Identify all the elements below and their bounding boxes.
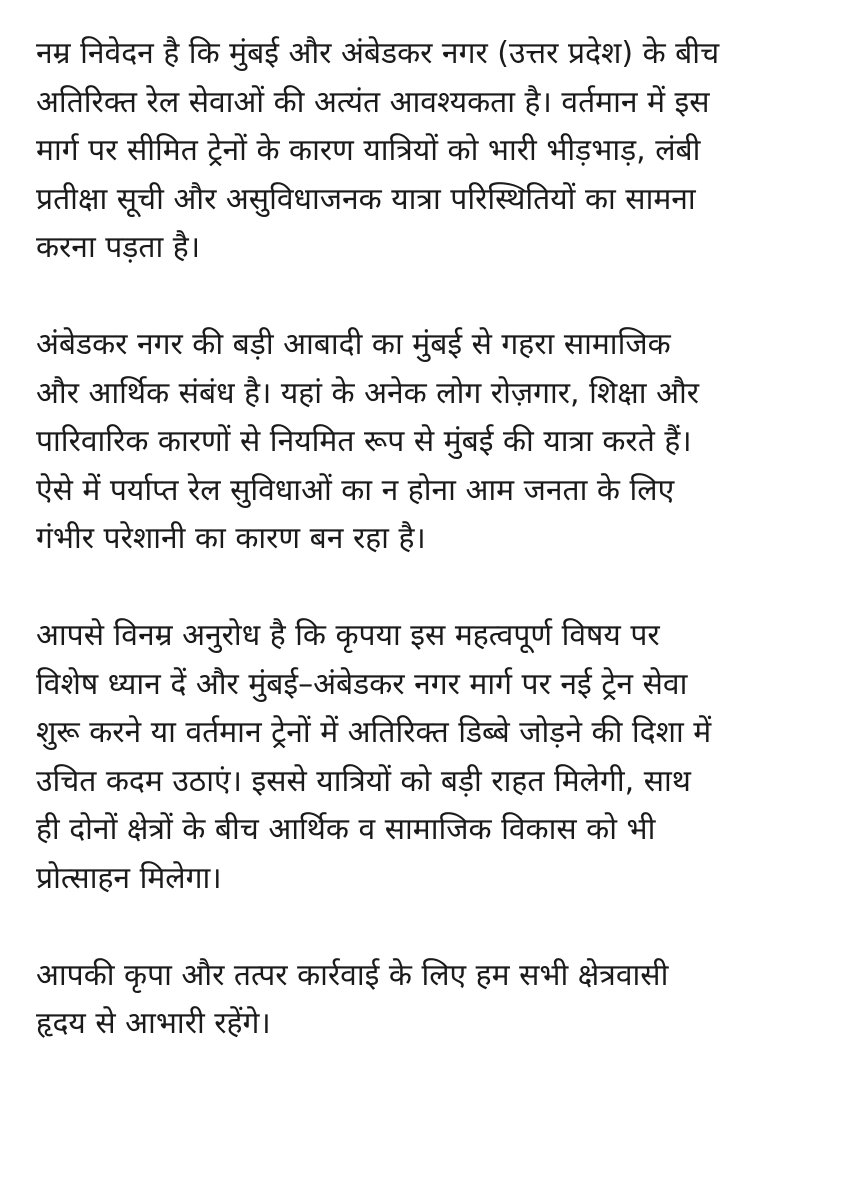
text-line: अतिरिक्त रेल सेवाओं की अत्यंत आवश्यकता है। वर्तमान में इस — [36, 84, 710, 120]
paragraph-spacer — [36, 903, 836, 952]
text-line: ही दोनों क्षेत्रों के बीच आर्थिक व सामाजिक विकास को भी — [36, 812, 656, 847]
text-line: उचित कदम उठाएं। इससे यात्रियों को बड़ी राहत मिलेगी, साथ — [36, 763, 691, 799]
text-line: मार्ग पर सीमित ट्रेनों के कारण यात्रियों को भारी भीड़भाड़, लंबी — [36, 133, 701, 168]
text-line: प्रोत्साहन मिलेगा। — [36, 860, 222, 896]
text-line: अंबेडकर नगर की बड़ी आबादी का मुंबई से गहरा सामाजिक — [36, 327, 671, 362]
paragraph-appeal — [36, 612, 836, 903]
paragraph-request-intro — [36, 30, 836, 273]
text-line: प्रतीक्षा सूची और असुविधाजनक यात्रा परिस्थितियों का सामना — [36, 181, 696, 217]
text-line: आपकी कृपा और तत्पर कार्रवाई के लिए हम सभी क्षेत्रवासी — [36, 957, 669, 993]
text-line: गंभीर परेशानी का कारण बन रहा है। — [36, 521, 426, 556]
paragraph-population-ties — [36, 321, 836, 564]
paragraph-spacer — [36, 564, 836, 613]
text-line: हृदय से आभारी रहेंगे। — [36, 1006, 271, 1041]
text-line: नम्र निवेदन है कि मुंबई और अंबेडकर नगर (उत्तर प्रदेश) के बीच — [36, 36, 720, 71]
text-line: ऐसे में पर्याप्त रेल सुविधाओं का न होना आम जनता के लिए — [36, 472, 675, 508]
text-line: शुरू करने या वर्तमान ट्रेनों में अतिरिक्त डिब्बे जोड़ने की दिशा में — [36, 715, 712, 750]
text-line: पारिवारिक कारणों से नियमित रूप से मुंबई की यात्रा करते हैं। — [36, 424, 692, 459]
text-line: करना पड़ता है। — [36, 230, 201, 265]
paragraph-closing — [36, 952, 836, 1049]
paragraph-spacer — [36, 273, 836, 322]
text-line: और आर्थिक संबंध है। यहां के अनेक लोग रोज़गार, शिक्षा और — [36, 375, 700, 411]
text-line: विशेष ध्यान दें और मुंबई–अंबेडकर नगर मार्ग पर नई ट्रेन सेवा — [36, 666, 688, 702]
letter-body — [36, 30, 836, 1190]
text-line: आपसे विनम्र अनुरोध है कि कृपया इस महत्वपूर्ण विषय पर — [36, 618, 660, 653]
